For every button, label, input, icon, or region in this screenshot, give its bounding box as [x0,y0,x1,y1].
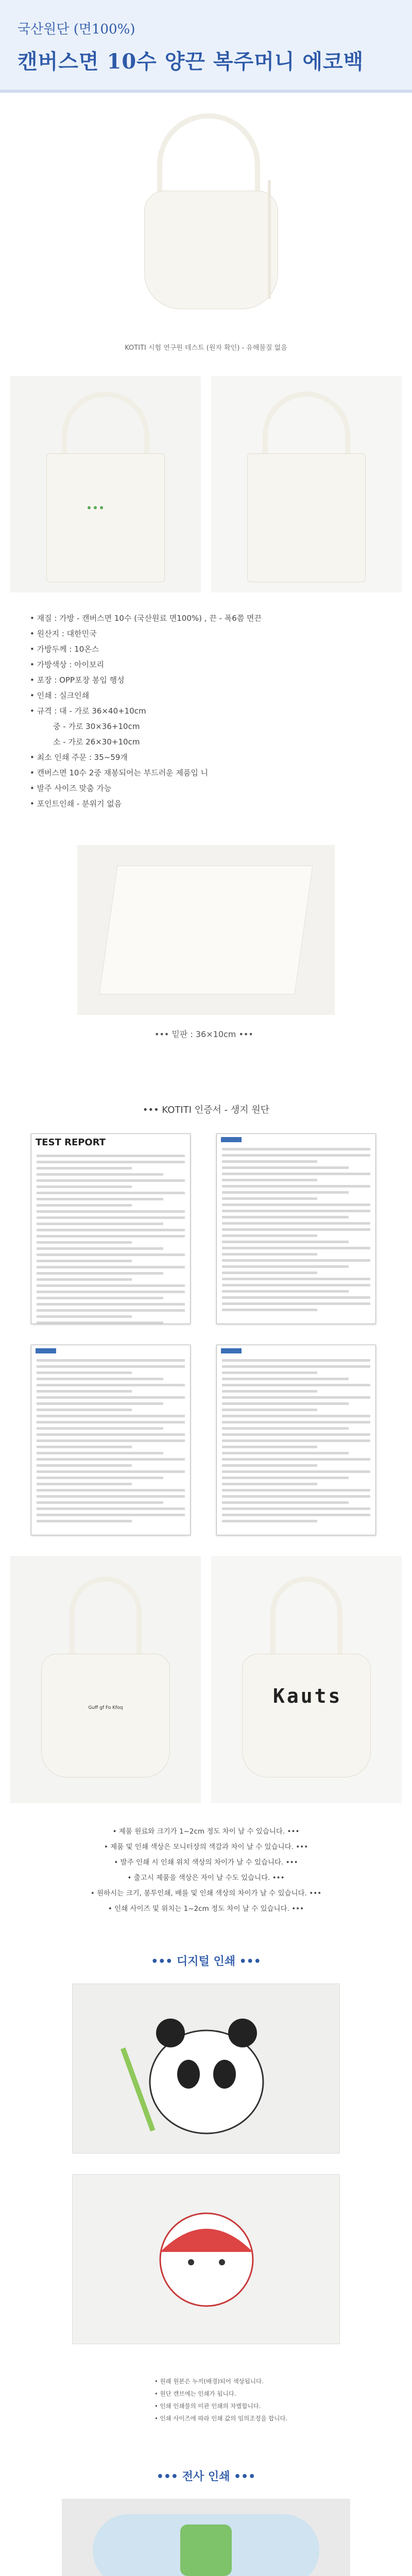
note-item: • 인쇄 인쇄물의 미관 인쇄의 차별합니다. [154,2402,261,2410]
sample-notes [0,1824,412,1917]
cert-text-lines [217,1134,375,1311]
spec-item: • 최소 인쇄 주문 : 35~59개 [30,753,128,762]
transfer-print-title: ••• 전사 인쇄 ••• [156,2470,256,2483]
spec-item: • 규격 : 대 - 가로 36×40+10cm [30,706,146,716]
cert-text-lines [31,1155,190,1324]
note-item: • 제품 및 인쇄 색상은 모니터상의 색감과 차이 날 수 있습니다. ••• [104,1843,308,1851]
cert-text-lines [31,1345,190,1522]
bag-right-print: Kauts [273,1685,342,1707]
bag-side-photo [211,376,402,592]
print-sample-bag-right [211,1556,402,1803]
print-sample-bag-left [10,1556,201,1803]
mascot-illustration [73,2175,340,2345]
note-item: • 인쇄 사이즈에 따라 인쇄 값의 임의조정을 합니다. [154,2415,288,2422]
spec-item: • 포장 : OPP포장 봉입 행성 [30,675,125,685]
cert-section-title: ••• KOTITI 인증서 - 생지 원단 [142,1105,270,1115]
cert-report-3 [31,1345,191,1535]
header-banner [0,0,412,93]
drawstring-bag-photo [144,191,278,309]
note-item: • 원단 캔브에는 인쇄가 됩니다. [154,2390,236,2397]
header-divider [0,90,412,93]
bag-handle [70,1577,142,1654]
intro-caption: KOTITI 시험 연구원 테스트 (원자 확인) - 유해물질 없음 [125,344,287,352]
panda-print-sample [72,1984,340,2154]
cert-report-2 [216,1133,376,1324]
cert-report-4 [216,1345,376,1535]
spec-item: 소 - 가로 26×30+10cm [30,737,140,747]
digital-notes [154,2375,287,2425]
medical-kit-icon [180,2524,232,2576]
note-item: • 원하시는 크기, 봉투인쇄, 배를 및 인쇄 색상의 차이가 날 수 있습니다. ••• [90,1889,322,1897]
cert-report-label: TEST REPORT [36,1137,106,1148]
medilab-illustration [62,2499,350,2576]
note-item: • 원래 원본은 누끼(배경)되어 색상됩니다. [154,2378,264,2385]
bag-left-print: Guff gf Fo Kfoq [88,1705,123,1710]
bag-front-photo [10,376,201,592]
drawstring-cord [268,180,280,299]
bag-body [242,1654,371,1777]
bag-handle [157,113,260,196]
spec-item: • 발주 사이즈 맞춤 가능 [30,784,112,793]
bag-handle [263,392,350,459]
spec-item: • 포인트인쇄 - 분위기 없음 [30,799,122,808]
material-badge: 국산원단 (면100%) [18,22,135,37]
panda-ear-icon [156,2019,185,2047]
mascot-eye-icon [219,2259,225,2265]
cert-logo [221,1348,242,1353]
cert-logo [221,1137,242,1142]
cert-logo [36,1348,56,1353]
bag-handle [270,1577,342,1654]
spec-item: • 인쇄 : 실크인쇄 [30,691,90,700]
bag-bottom-photo [77,845,335,1015]
spec-item: 중 - 가로 30×36+10cm [30,722,140,731]
bag-body [41,1654,170,1777]
mascot-print-sample [72,2174,340,2344]
bag-body [247,453,366,582]
spec-item: • 재질 : 가방 - 캔버스면 10수 (국산원료 면100%) , 끈 - 폭6쯤 면끈 [30,614,262,623]
note-item: • 인쇄 사이즈 및 위치는 1~2cm 정도 차이 날 수 있습니다. ••• [108,1905,304,1913]
mascot-eye-icon [188,2259,194,2265]
cert-report-1 [31,1133,191,1324]
spec-item: • 원산지 : 대한민국 [30,629,97,638]
panda-illustration [73,1984,340,2154]
hero-section [0,103,412,340]
product-title: 캔버스면 10수 양끈 복주머니 에코백 [18,49,364,74]
spec-item: • 가방색상 : 아이보리 [30,660,105,669]
spec-section [0,611,412,827]
bag-green-print: ● ● ● [88,505,104,511]
spec-item: • 캔버스면 10수 2중 재봉되어는 부드러운 제품입 니 [30,768,209,777]
panda-eye-patch-icon [213,2060,236,2089]
spec-item: • 가방두께 : 10온스 [30,645,99,654]
cert-text-lines [217,1345,375,1522]
panda-eye-patch-icon [177,2060,200,2089]
bag-handle [62,392,149,459]
spec-list [30,611,262,811]
bag-body [46,453,165,582]
note-item: • 제품 원료와 크기가 1~2cm 정도 차이 날 수 있습니다. ••• [112,1827,300,1836]
note-item: • 출고시 제품을 색상은 자이 날 수도 있습니다. ••• [127,1874,285,1882]
panda-ear-icon [228,2019,257,2047]
mascot-face-icon [160,2213,253,2306]
medilab-print-sample [62,2499,350,2576]
bag-bottom-panel [99,866,313,994]
bottom-dimension-caption: ••• 밑판 : 36×10cm ••• [154,1029,253,1039]
digital-print-title: ••• 디지털 인쇄 ••• [151,1955,261,1968]
note-item: • 발주 인쇄 시 인쇄 위치 색상의 차이가 날 수 있습니다. ••• [114,1858,298,1867]
